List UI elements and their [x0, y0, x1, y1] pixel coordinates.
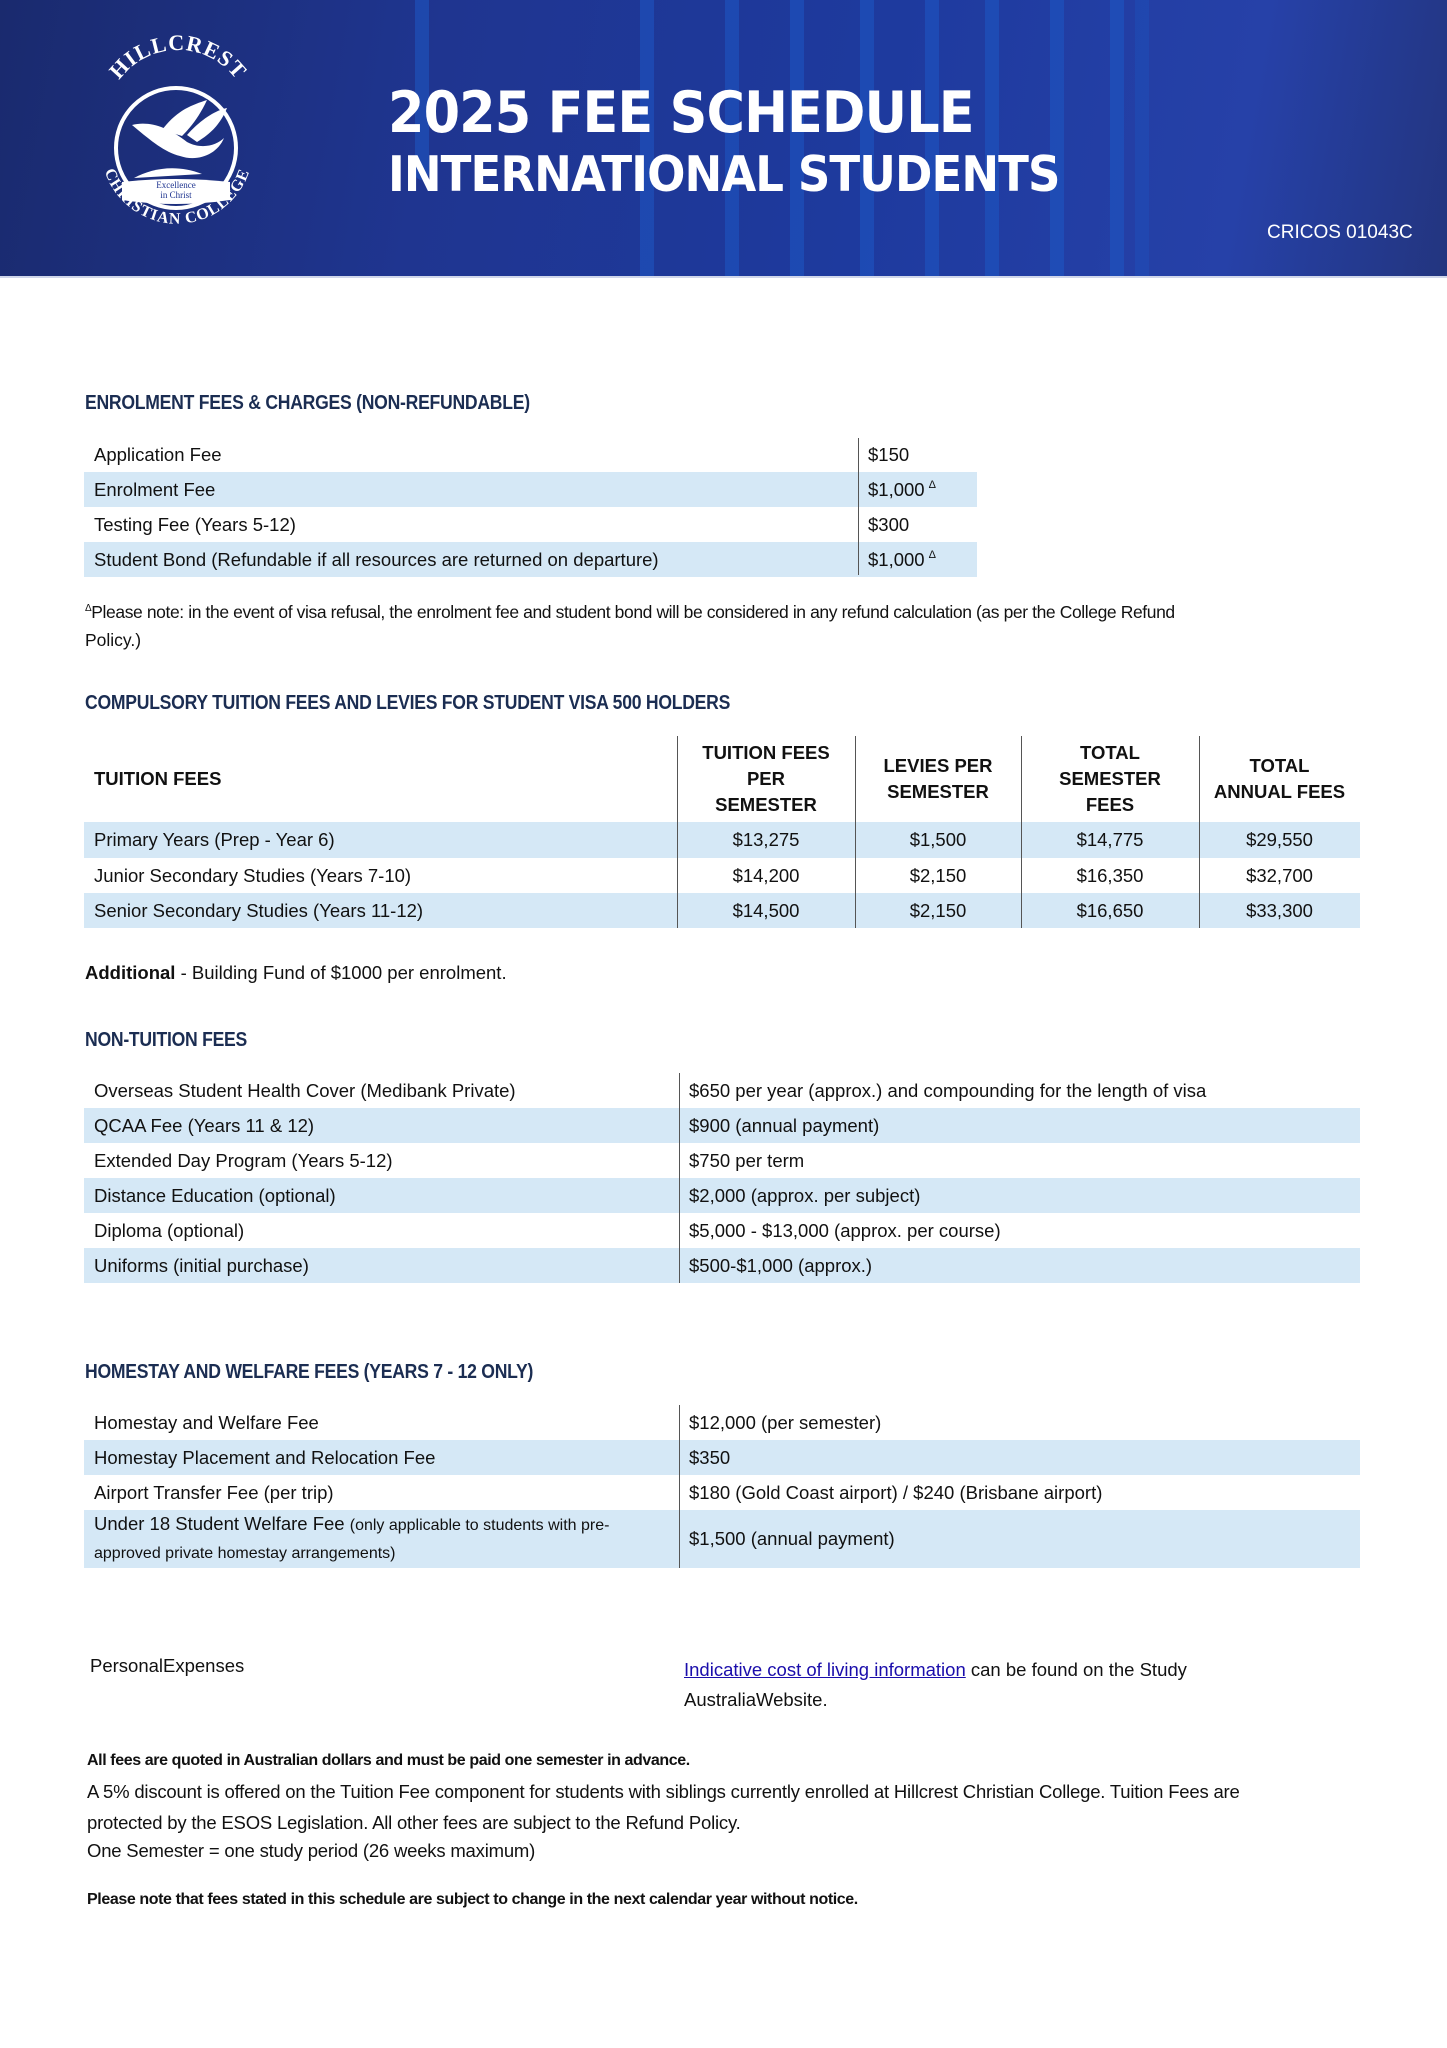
- fee-value: $150: [868, 444, 910, 465]
- currency-note: All fees are quoted in Australian dollars and must be paid one semester in advance.: [87, 1752, 690, 1769]
- fee-label: Homestay Placement and Relocation Fee: [84, 1440, 679, 1475]
- annual-total-value: $32,700: [1246, 864, 1313, 886]
- page-subtitle: INTERNATIONAL STUDENTS: [388, 146, 1060, 203]
- fee-value: $650 per year (approx.) and compounding for the length of visa: [689, 1079, 1207, 1101]
- levies-value: $1,500: [855, 822, 1021, 858]
- annual-total-value: $29,550: [1199, 822, 1360, 858]
- fee-value: $1,500 (annual payment): [679, 1510, 1360, 1568]
- table-row: [84, 1073, 1360, 1108]
- table-row: [84, 1440, 1360, 1475]
- homestay-table: [84, 1405, 1360, 1568]
- fee-value: $12,000 (per semester): [689, 1411, 882, 1433]
- visa-refusal-note-cont: Policy.): [85, 630, 142, 650]
- table-row: [84, 1178, 1360, 1213]
- table-header-row: [84, 736, 1360, 822]
- table-row: [84, 472, 977, 507]
- column-header-tuition-fees: TUITION FEES: [94, 768, 222, 789]
- cricos-code: CRICOS 01043C: [1267, 222, 1413, 243]
- semester-total-value: $16,650: [1021, 893, 1199, 928]
- row-label: Senior Secondary Studies (Years 11-12): [84, 893, 677, 928]
- enrolment-table: [84, 438, 977, 577]
- table-row: [84, 822, 1360, 858]
- fee-label: Under 18 Student Welfare Fee (only applicable to students with pre-approved private homestay arrangements): [84, 1510, 679, 1568]
- column-divider: [679, 1405, 680, 1568]
- decorative-arc: [985, 0, 999, 278]
- column-divider: [1021, 736, 1022, 928]
- table-row: [84, 1213, 1360, 1248]
- column-divider: [677, 736, 678, 928]
- table-row: [84, 1143, 1360, 1178]
- column-header-total-annual-fees: TOTAL ANNUAL FEES: [1213, 755, 1346, 802]
- college-logo: [92, 30, 260, 240]
- table-row: [84, 542, 977, 577]
- svg-text:in Christ: in Christ: [160, 190, 192, 200]
- fee-label: Homestay and Welfare Fee: [94, 1411, 319, 1433]
- column-divider: [858, 438, 859, 575]
- fee-value: $180 (Gold Coast airport) / $240 (Brisbane airport): [689, 1481, 1103, 1503]
- fee-label: Uniforms (initial purchase): [84, 1248, 679, 1283]
- fee-label: Application Fee: [94, 444, 222, 465]
- table-row: [84, 1510, 1360, 1568]
- tuition-value: $14,200: [732, 864, 800, 886]
- non-tuition-heading: NON-TUITION FEES: [85, 1029, 248, 1051]
- fee-label: Student Bond (Refundable if all resources are returned on departure): [84, 542, 858, 577]
- fee-label: Testing Fee (Years 5-12): [94, 513, 296, 535]
- personal-expenses-info: Indicative cost of living information can be found on the Study AustraliaWebsite.: [684, 1659, 1187, 1710]
- levies-value: $2,150: [909, 864, 967, 886]
- fee-value: $500-$1,000 (approx.): [679, 1248, 1360, 1283]
- row-label: Junior Secondary Studies (Years 7-10): [94, 864, 412, 886]
- column-header-tuition-per-semester: TUITION FEES PER SEMESTER: [702, 742, 830, 815]
- row-label: Primary Years (Prep - Year 6): [84, 822, 677, 858]
- column-header-total-semester-fees: TOTAL SEMESTER FEES: [1059, 742, 1161, 815]
- table-row: [84, 1475, 1360, 1510]
- header-banner: [0, 0, 1447, 278]
- discount-paragraph: A 5% discount is offered on the Tuition Fee component for students with siblings currently enrolled at Hillcrest Christian College. Tuition Fees are protected by the ESOS Legislation. All other fees are subject to the Refund Policy. One Semester = one study period (26 weeks maximum): [87, 1781, 1240, 1861]
- visa-refusal-note: $^\Delta$Please note: in the event of visa refusal, the enrolment fee and student bond will be considered in any refund calculation (as per the College Refund: [85, 602, 1175, 622]
- enrolment-heading: ENROLMENT FEES & CHARGES (NON-REFUNDABLE): [85, 392, 530, 414]
- fee-value: $300: [868, 513, 910, 535]
- tuition-table: [84, 736, 1360, 928]
- annual-total-value: $33,300: [1199, 893, 1360, 928]
- cost-of-living-link[interactable]: Indicative cost of living information: [684, 1659, 966, 1680]
- decorative-arc: [1110, 0, 1124, 278]
- fee-value: $1,000 $^\Delta$: [858, 472, 977, 507]
- table-row: [84, 507, 977, 542]
- decorative-arc: [1135, 0, 1149, 278]
- personal-expenses-label: PersonalExpenses: [90, 1655, 245, 1676]
- table-row: [84, 893, 1360, 928]
- page-title: 2025 FEE SCHEDULE: [388, 80, 974, 146]
- semester-total-value: $16,350: [1076, 864, 1144, 886]
- fee-label: Airport Transfer Fee (per trip): [94, 1481, 334, 1503]
- fee-value: $2,000 (approx. per subject): [679, 1178, 1360, 1213]
- tuition-value: $14,500: [677, 893, 855, 928]
- table-row: [84, 1405, 1360, 1440]
- svg-text:HILLCREST: HILLCREST: [103, 30, 253, 84]
- fee-value: $900 (annual payment): [679, 1108, 1360, 1143]
- fee-value: $350: [679, 1440, 1360, 1475]
- non-tuition-table: [84, 1073, 1360, 1283]
- dove-crest-icon: [92, 30, 260, 240]
- table-row: [84, 858, 1360, 893]
- semester-total-value: $14,775: [1021, 822, 1199, 858]
- fee-label: QCAA Fee (Years 11 & 12): [84, 1108, 679, 1143]
- fee-value: $1,000 $^\Delta$: [858, 542, 977, 577]
- fee-value: $750 per term: [689, 1149, 805, 1171]
- column-header-levies-per-semester: LEVIES PER SEMESTER: [883, 755, 993, 802]
- column-divider: [679, 1073, 680, 1283]
- building-fund-note: Additional - Building Fund of $1000 per enrolment.: [85, 962, 507, 983]
- column-divider: [1199, 736, 1200, 928]
- svg-text:CHRISTIAN COLLEGE: CHRISTIAN COLLEGE: [100, 166, 254, 228]
- column-divider: [855, 736, 856, 928]
- table-row: [84, 1108, 1360, 1143]
- fee-label: Overseas Student Health Cover (Medibank Private): [94, 1079, 516, 1101]
- tuition-value: $13,275: [677, 822, 855, 858]
- fee-label: Distance Education (optional): [84, 1178, 679, 1213]
- table-row: [84, 438, 977, 472]
- levies-value: $2,150: [855, 893, 1021, 928]
- table-row: [84, 1248, 1360, 1283]
- tuition-heading: COMPULSORY TUITION FEES AND LEVIES FOR STUDENT VISA 500 HOLDERS: [85, 692, 731, 714]
- fee-label: Diploma (optional): [94, 1219, 245, 1241]
- fee-value: $5,000 - $13,000 (approx. per course): [689, 1219, 1001, 1241]
- fee-label: Extended Day Program (Years 5-12): [94, 1149, 393, 1171]
- homestay-heading: HOMESTAY AND WELFARE FEES (YEARS 7 - 12 ONLY): [85, 1361, 534, 1383]
- decorative-arc: [1050, 0, 1064, 278]
- fee-label: Enrolment Fee: [84, 472, 858, 507]
- change-notice: Please note that fees stated in this schedule are subject to change in the next calendar year without notice.: [87, 1891, 858, 1908]
- svg-text:Excellence: Excellence: [156, 180, 196, 190]
